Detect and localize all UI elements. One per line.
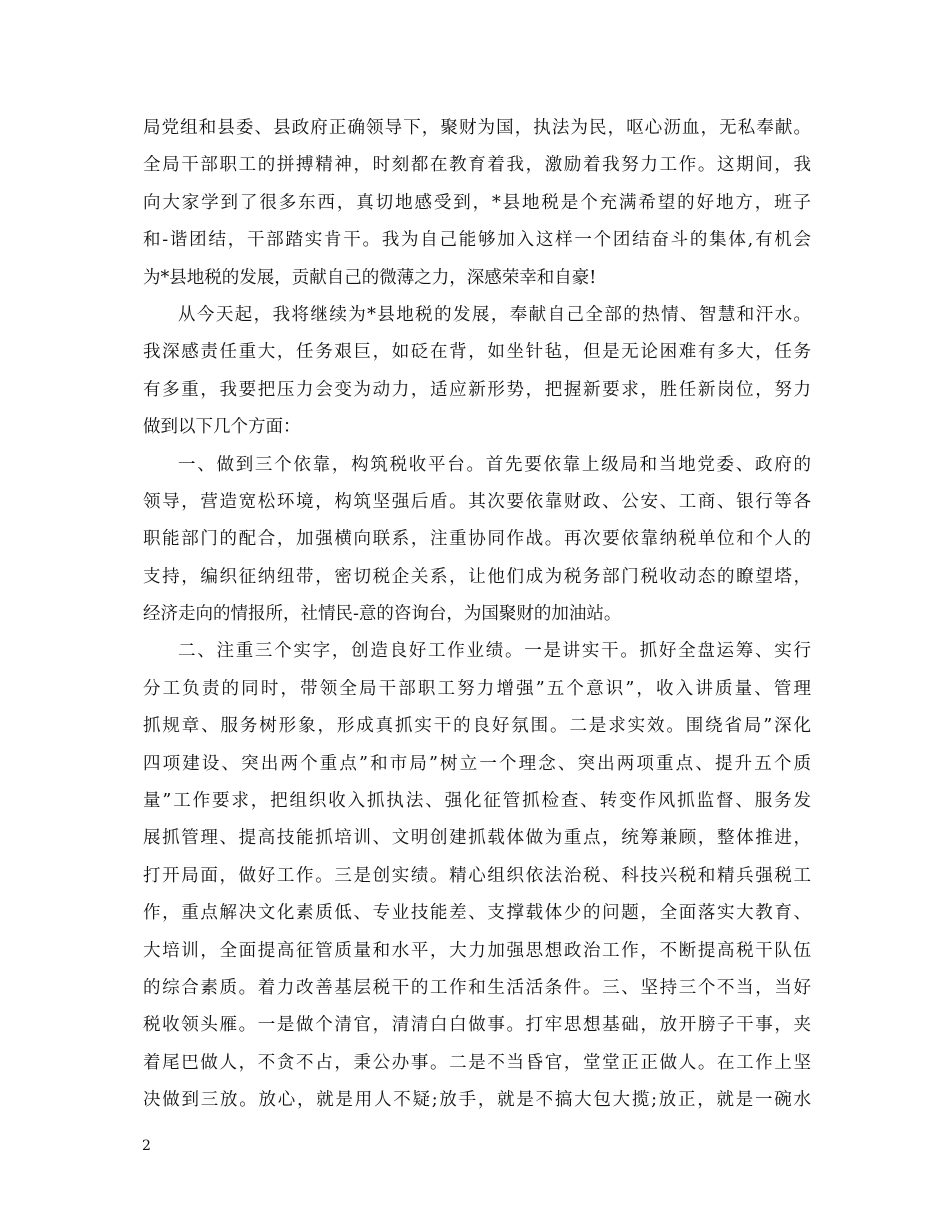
text-line: 四项建设、突出两个重点”和市局”树立一个理念、突出两项重点、提升五个质	[143, 753, 811, 774]
text-line: 经济走向的情报所，社情民-意的咨询台，为国聚财的加油站。	[143, 604, 622, 625]
paragraph-first-line: 从今天起，我将继续为*县地税的发展，奉献自己全部的热情、智慧和汗水。	[178, 304, 811, 325]
paragraph-first-line: 二、注重三个实字，创造良好工作业绩。一是讲实干。抓好全盘运筹、实行	[178, 641, 811, 662]
text-line: 向大家学到了很多东西，真切地感受到，*县地税是个充满希望的好地方，班子	[143, 192, 811, 213]
text-line: 分工负责的同时，带领全局干部职工努力增强”五个意识”，收入讲质量、管理	[143, 678, 811, 699]
page-number: 2	[142, 1138, 151, 1154]
text-line: 做到以下几个方面：	[143, 417, 301, 438]
text-line: 全局干部职工的拼搏精神，时刻都在教育着我，激励着我努力工作。这期间，我	[143, 155, 811, 176]
text-line: 为*县地税的发展，贡献自己的微薄之力，深感荣幸和自豪!	[143, 267, 597, 288]
text-line: 作，重点解决文化素质低、专业技能差、支撑载体少的问题，全面落实大教育、	[143, 903, 811, 924]
text-line: 量”工作要求，把组织收入抓执法、强化征管抓检查、转变作风抓监督、服务发	[143, 791, 811, 812]
text-line: 抓规章、服务树形象，形成真抓实干的良好氛围。二是求实效。围绕省局”深化	[143, 716, 811, 737]
text-line: 大培训，全面提高征管质量和水平，大力加强思想政治工作，不断提高税干队伍	[143, 940, 811, 961]
paragraph-first-line: 一、做到三个依靠，构筑税收平台。首先要依靠上级局和当地党委、政府的	[178, 454, 811, 475]
text-line: 决做到三放。放心，就是用人不疑;放手，就是不搞大包大揽;放正，就是一碗水	[143, 1090, 811, 1111]
text-line: 的综合素质。着力改善基层税干的工作和生活活条件。三、坚持三个不当，当好	[143, 977, 811, 998]
text-line: 税收领头雁。一是做个清官，清清白白做事。打牢思想基础，放开膀子干事，夹	[143, 1015, 811, 1036]
text-line: 有多重，我要把压力会变为动力，适应新形势，把握新要求，胜任新岗位，努力	[143, 379, 811, 400]
text-line: 和-谐团结，干部踏实肯干。我为自己能够加入这样一个团结奋斗的集体,有机会	[143, 230, 811, 251]
text-line: 打开局面，做好工作。三是创实绩。精心组织依法治税、科技兴税和精兵强税工	[143, 865, 811, 886]
text-line: 着尾巴做人，不贪不占，秉公办事。二是不当昏官，堂堂正正做人。在工作上坚	[143, 1052, 811, 1073]
text-line: 职能部门的配合，加强横向联系，注重协同作战。再次要依靠纳税单位和个人的	[143, 529, 811, 550]
text-line: 局党组和县委、县政府正确领导下，聚财为国，执法为民，呕心沥血，无私奉献。	[143, 118, 811, 138]
body-text	[143, 110, 811, 1120]
text-line: 领导，营造宽松环境，构筑坚强后盾。其次要依靠财政、公安、工商、银行等各	[143, 491, 811, 512]
text-line: 展抓管理、提高技能抓培训、文明创建抓载体做为重点，统筹兼顾，整体推进，	[143, 828, 811, 849]
text-line: 支持，编织征纳纽带，密切税企关系，让他们成为税务部门税收动态的瞭望塔，	[143, 566, 811, 587]
text-line: 我深感责任重大，任务艰巨，如砭在背，如坐针毡，但是无论困难有多大，任务	[143, 342, 811, 363]
